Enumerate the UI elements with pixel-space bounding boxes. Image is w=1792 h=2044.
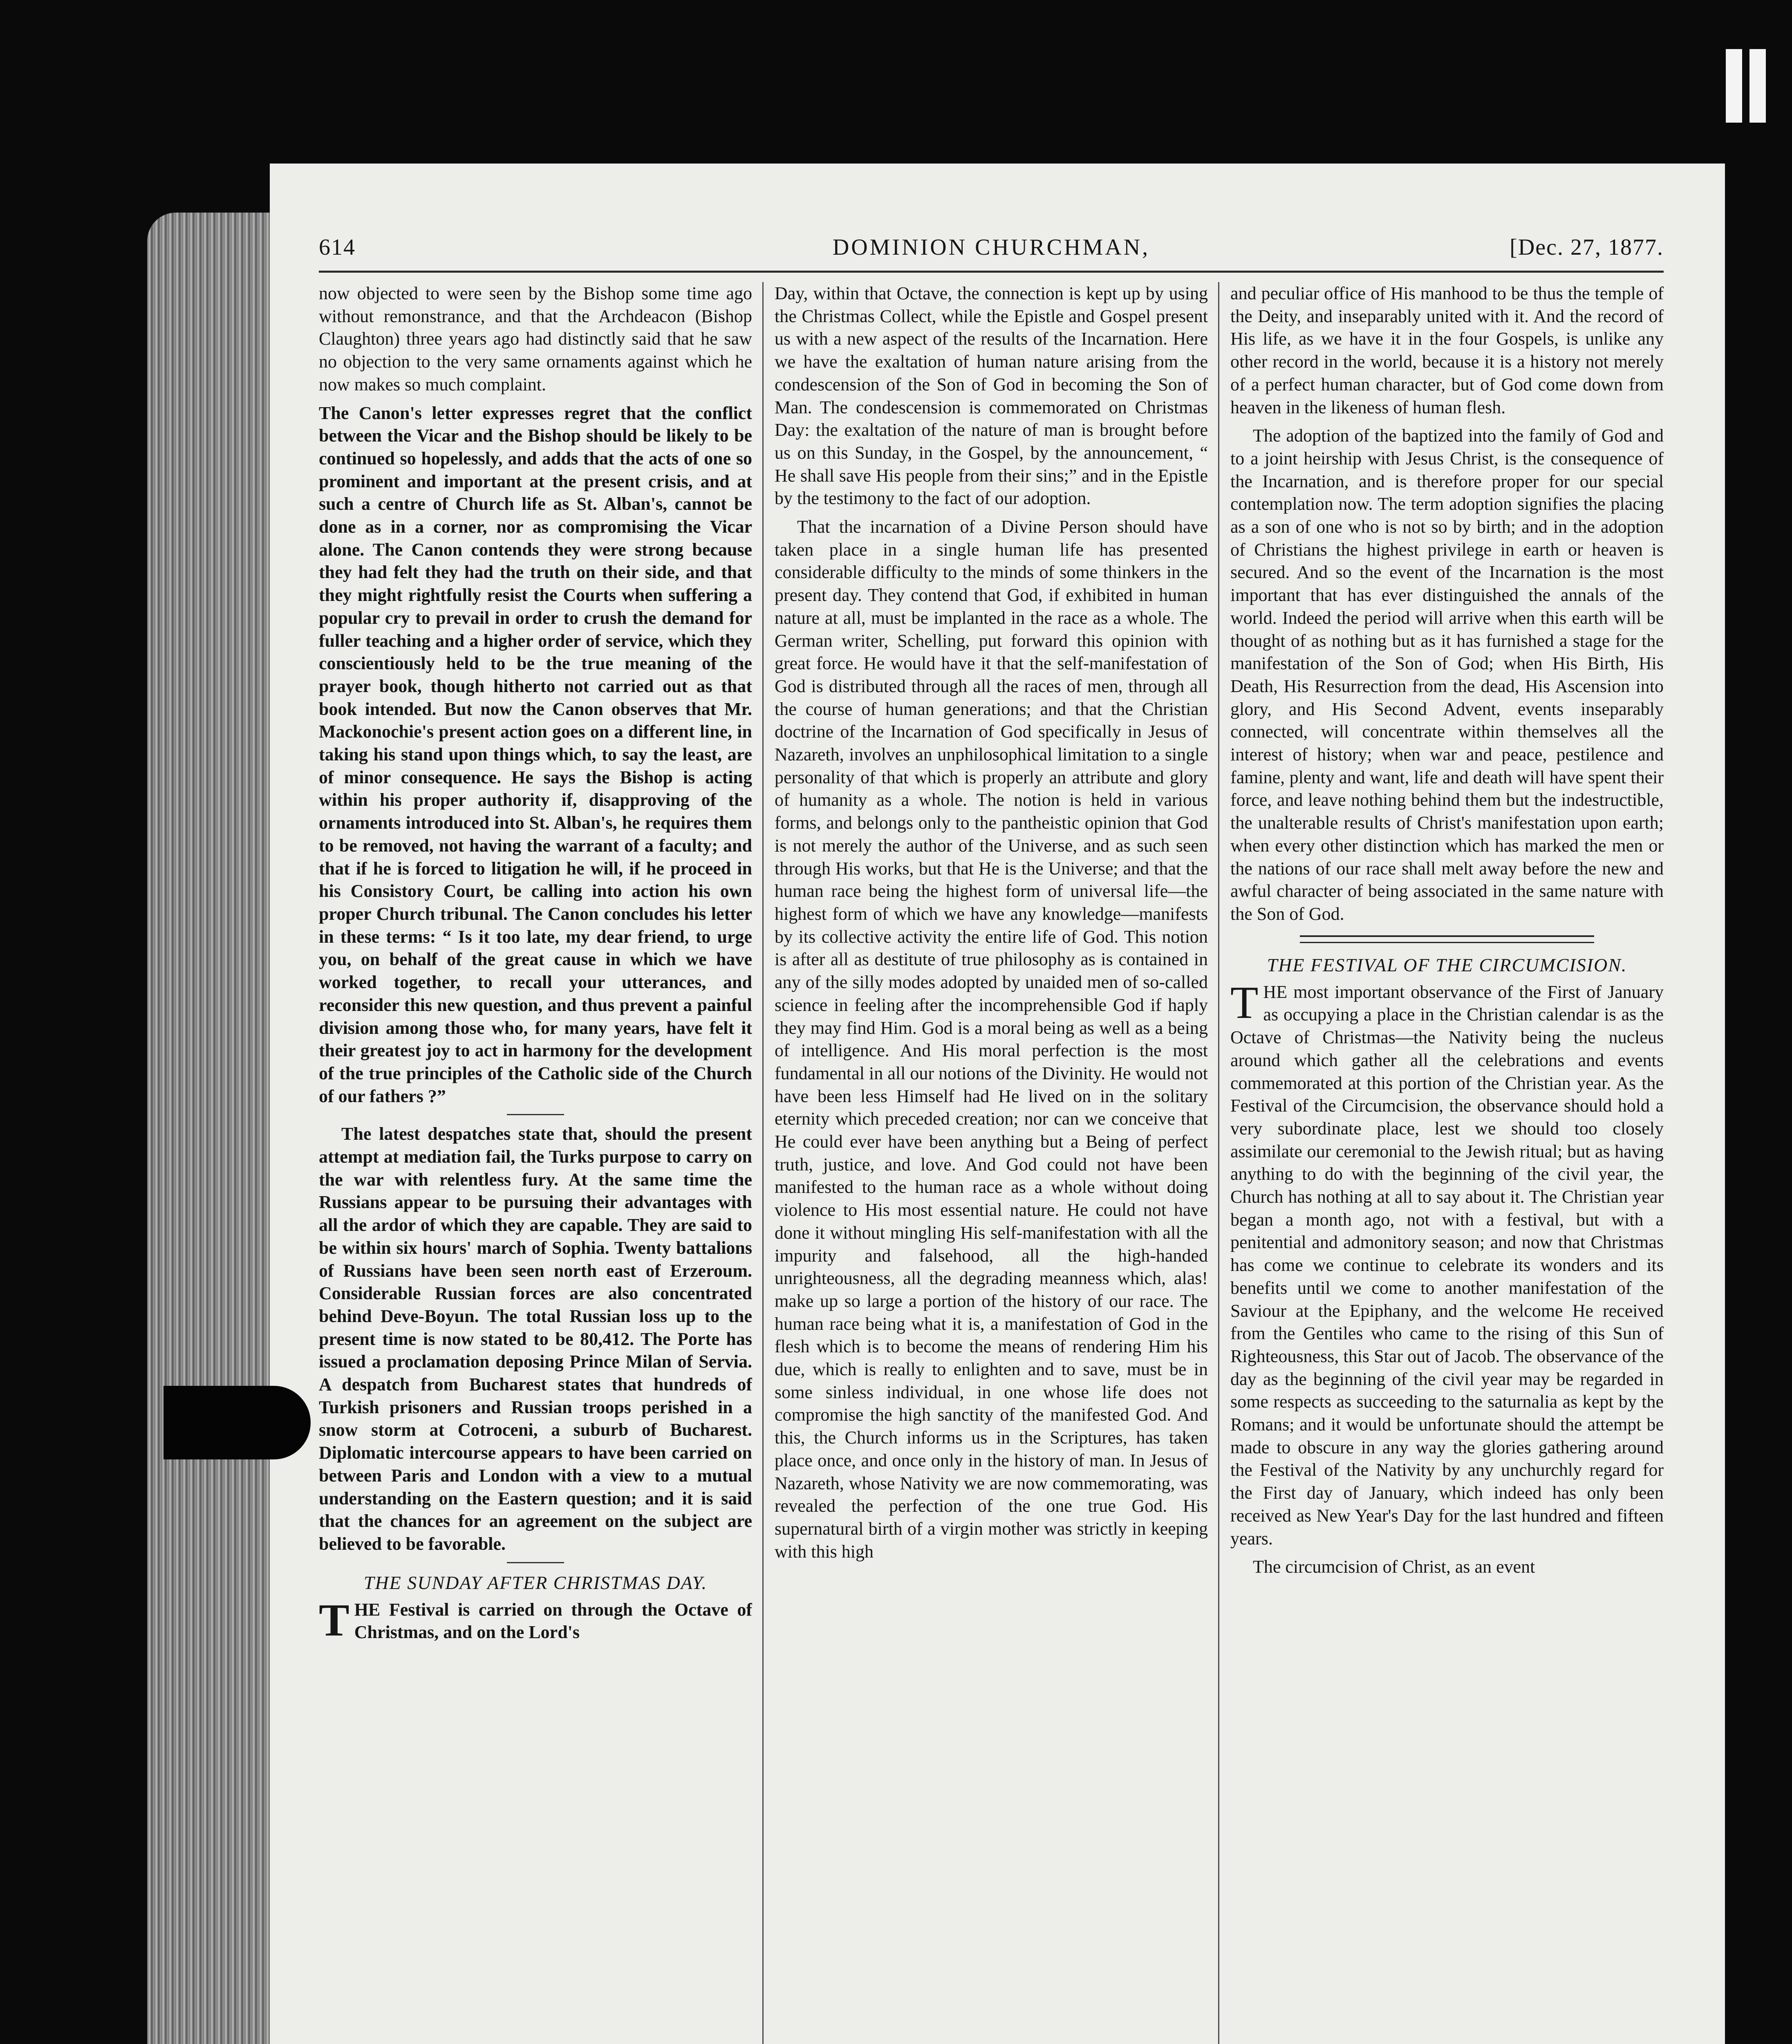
- sunday-opening-text: HE Festival is carried on through the Octave of Christmas, and on the Lord's: [354, 1599, 752, 1643]
- film-marker: [1726, 49, 1742, 123]
- paragraph-sunday-opening: [319, 1595, 752, 1646]
- circumcision-text: HE most important observance of the First of January as occupying a place in the Christian calendar is as the Octave of Christmas—the Nativity being the nucleus around which gather all the celebrations and events commemorated at this portion of the Christian year. As the Festival of the Circumcision, the observance should hold a very subordinate place, lest we should too closely assimilate our ceremonial to the Jewish ritual; but as having anything to do with the beginning of the civil year, the Church has nothing at all to say about it. The Christian year began a month ago, not with a festival, but with a penitential and admonitory season; and now that Christmas has come we continue to celebrate its wonders and its benefits until we come to another manifestation of the Saviour at the Epiphany, and the welcome He received from the Gentiles who came to the rising of this Sun of Righteousness, this Star out of Jacob. The observance of the day as the beginning of the civil year may be regarded in some respects as succeeding to the saturnalia as kept by the Romans; and it would be unfortunate should the attempt be made to obscure in any way the glories gathering around the Festival of the Nativity by any unchurchly regard for the First day of January, which indeed has only been received as New Year's Day for the last hundred and fifteen years.: [1230, 982, 1664, 1549]
- right-column: [1230, 282, 1664, 2044]
- header-rule: [319, 271, 1664, 273]
- paragraph-adoption: The adoption of the baptized into the family of God and to a joint heirship with Jesus Christ, is the consequence of the Incarnation, and is therefore proper for our special contemplation now. The term adoption signifies the placing as a son of one who is not so by birth; and in the adoption of Christians the highest privilege in earth or heaven is secured. And so the event of the Incarnation is the most important that has ever distinguished the annals of the world. Indeed the period will arrive when this earth will be thought of as nothing but as it has furnished a stage for the manifestation of the Son of God; when His Birth, His Death, His Resurrection from the dead, His Ascension into glory, and His Second Advent, events inseparably connected, will concentrate within themselves all the interest of history; when war and peace, pestilence and famine, plenty and want, life and death will have spent their force, and leave nothing behind them but the indestructible, the unalterable results of Christ's manifestation upon earth; when every other distinction which has marked the men or the nations of our race shall melt away before the new and awful character of being associated in the same nature with the Son of God.: [1230, 426, 1664, 924]
- paragraph-manhood: and peculiar office of His manhood to be thus the temple of the Deity, and inseparably united with it. And the record of His life, as we have it in the four Gospels, is unlike any other record in the world, because it is a history not merely of a perfect human character, but of God come down from heaven in the likeness of human flesh.: [1230, 283, 1664, 417]
- drop-cap-letter: T: [1230, 977, 1259, 1028]
- issue-date: [Dec. 27, 1877.: [1510, 235, 1664, 260]
- film-marker: [1749, 49, 1766, 123]
- newspaper-page: [270, 164, 1725, 2044]
- column-rule: [1218, 282, 1219, 2044]
- section-divider: [507, 1562, 564, 1563]
- column-rule: [762, 282, 764, 2044]
- left-column: [319, 282, 752, 2044]
- heading-festival-circumcision: THE FESTIVAL OF THE CIRCUMCISION.: [1267, 954, 1627, 975]
- paragraph-canon-letter: The Canon's letter expresses regret that the conflict between the Vicar and the Bishop should be likely to be continued so hopelessly, and adds that the acts of one so prominent and important at the present crisis, and at such a centre of Church life as St. Alban's, cannot be done as in a corner, nor as compromising the Vicar alone. The Canon contends they were strong because they had felt they had the truth on their side, and that they might rightfully resist the Courts when suffering a popular cry to prevail in order to crush the demand for fuller teaching and a higher order of service, which they conscientiously held to be the true meaning of the prayer book, though hitherto not carried out as that book intended. But now the Canon observes that Mr. Mackonochie's present action goes on a different line, in taking his stand upon things which, to say the least, are of minor consequence. He says the Bishop is acting within his proper authority if, disapproving of the ornaments introduced into St. Alban's, he requires them to be removed, not having the warrant of a faculty; and that if he is forced to litigation he will, if he proceed in his Consistory Court, be calling into action his own proper Church tribunal. The Canon concludes his letter in these terms: “ Is it too late, my dear friend, to urge you, on behalf of the great cause in which we have worked together, to recall your utterances, and reconsider this new question, and thus prevent a painful division among those who, for many years, have felt it their greatest joy to act in harmony for the development of the true principles of the Catholic side of the Church of our fathers ?”: [319, 403, 752, 1106]
- middle-column: [775, 282, 1208, 2044]
- paragraph-circumcision: [1230, 977, 1664, 1550]
- section-double-rule: [1300, 935, 1594, 943]
- drop-cap-letter: T: [319, 1595, 349, 1646]
- paragraph-incarnation: That the incarnation of a Divine Person should have taken place in a single human life has presented considerable difficulty to the minds of some thinkers in the present day. They contend that God, if exhibited in human nature at all, must be implanted in the race as a whole. The German writer, Schelling, put forward this opinion with great force. He would have it that the self-manifestation of God is distributed through all the races of men, through all the course of human generations; and that the Christian doctrine of the Incarnation of God specifically in Jesus of Nazareth, involves an unphilosophical limitation to a single personality of that which is properly an attribute and glory of humanity as a whole. The notion is held in various forms, and belongs only to the pantheistic opinion that God is not merely the author of the Universe, and as such seen through His works, but that He is the Universe; and that the human race being the highest form of universal life—the highest form of which we have any knowledge—manifests by its collective activity the entire life of God. This notion is after all as destitute of true philosophy as is contained in any of the silly modes adopted by unaided men of so-called science in feeling after the incomprehensible God if haply they may find Him. God is a moral being as well as a being of intelligence. And His moral perfection is the most fundamental in all our notions of the Divinity. He would not have been less Himself had He lived on in the solitary eternity which preceded creation; nor can we conceive that He could ever have been anything but a Being of perfect truth, justice, and love. And God could not have been manifested to the human race as a whole without doing violence to His most essential nature. He could not have done it without mingling His self-manifestation with all the impurity and falsehood, all the high-handed unrighteousness, all the degrading meanness which, alas! make up so large a portion of the history of our race. The human race being what it is, a manifestation of God in the flesh which is to become the means of rendering Him his due, which is really to enlighten and to save, must be in some sinless individual, in one whose life does not compromise the high sanctity of the manifested God. And this, the Church informs us in the Scriptures, has taken place once, and once only in the history of man. In Jesus of Nazareth, whose Nativity we are now commemorating, was revealed the perfection of the one true God. His supernatural birth of a virgin mother was strictly in keeping with this high: [775, 517, 1208, 1562]
- paragraph-war-despatches: The latest despatches state that, should the present attempt at mediation fail, the Turks purpose to carry on the war with relentless fury. At the same time the Russians appear to be pursuing their advantages with all the ardor of which they are capable. They are said to be within six hours' march of Sophia. Twenty battalions of Russians have been seen north east of Erzeroum. Considerable Russian forces are also concentrated behind Deve-Boyun. The total Russian loss up to the present time is now stated to be 80,412. The Porte has issued a proclamation deposing Prince Milan of Servia. A despatch from Bucharest states that hundreds of Turkish prisoners and Russian troops perished in a snow storm at Cotroceni, a suburb of Bucharest. Diplomatic intercourse appears to have been carried on between Paris and London with a view to a mutual understanding on the Eastern question; and it is said that the chances for an agreement on the subject are believed to be favorable.: [319, 1124, 752, 1554]
- paragraph-continued: now objected to were seen by the Bishop some time ago without remonstrance, and that the Archdeacon (Bishop Claughton) three years ago had distinctly said that he saw no objection to the very same ornaments against which he now makes so much complaint.: [319, 283, 752, 394]
- paragraph-octave-day: Day, within that Octave, the connection is kept up by using the Christmas Collect, while the Epistle and Gospel present us with a new aspect of the results of the Incarnation. Here we have the exaltation of human nature arising from the condescension of the Son of God in becoming the Son of Man. The condescension is commemorated on Christmas Day: the exaltation of the nature of man is brought before us on this Sunday, in the Gospel, by the announcement, “ He shall save His people from their sins;” and in the Epistle by the testimony to the fact of our adoption.: [775, 283, 1208, 509]
- paragraph-circumcision-event: The circumcision of Christ, as an event: [1253, 1557, 1535, 1577]
- page-header: [319, 229, 1664, 266]
- thumb-shadow: [164, 1386, 311, 1459]
- heading-sunday-after-christmas: THE SUNDAY AFTER CHRISTMAS DAY.: [363, 1572, 708, 1593]
- section-divider: [507, 1114, 564, 1115]
- journal-title: DOMINION CHURCHMAN,: [832, 235, 1150, 260]
- book-page-edges: [147, 213, 282, 2044]
- page-number: 614: [319, 235, 356, 260]
